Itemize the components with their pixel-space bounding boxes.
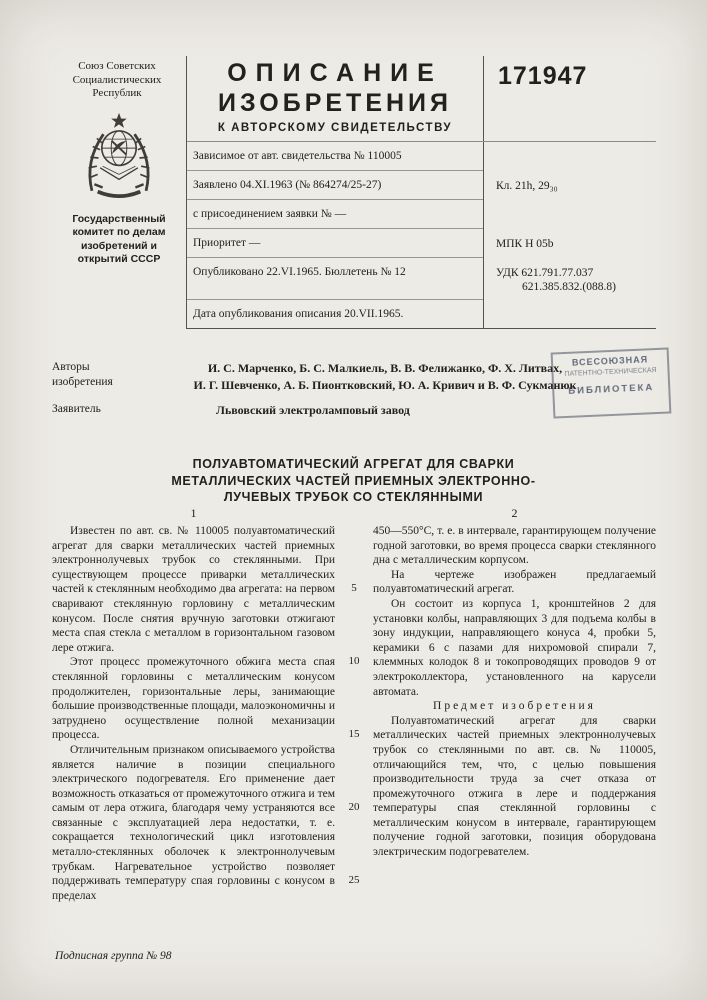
udk-line-2: 621.385.832.(088.8) <box>522 281 616 293</box>
body-columns <box>52 524 656 903</box>
authors-names-line-2: И. Г. Шевченко, А. Б. Пионтковский, Ю. А. Кривич и В. Ф. Сукманюк <box>193 378 577 392</box>
invention-title-line-2: МЕТАЛЛИЧЕСКИХ ЧАСТЕЙ ПРИЕМНЫХ ЭЛЕКТРОННО- <box>171 473 536 488</box>
doc-type-word-1: ОПИСАНИЕ <box>227 59 443 87</box>
doc-type-word-2: ИЗОБРЕТЕНИЯ <box>217 89 452 117</box>
invention-title <box>0 456 707 506</box>
mpk-label: МПК H 05b <box>483 229 656 258</box>
claim-paragraph: Полуавтоматический агрегат для сварки металлических частей приемных электроннолучевых трубок со стеклянными по авт. св. № 110005, отличающийся тем, что, с целью повышения производительности труда за счет отказа от промежуточного отжига в лере и поддержания температуры спая стеклянной горловины с металлическим конусом в интервале, гарантирующем получение годной заготовки, позиция оборудована электрическим подогревателем. <box>373 714 656 859</box>
authors-label-line-1: Авторы <box>52 361 90 373</box>
biblio-right-spacer-3 <box>483 300 656 328</box>
published-text: Опубликовано 22.VI.1965. Бюллетень № 12 <box>187 258 483 300</box>
col1-paragraph-1: Известен по авт. св. № 110005 полуавтоматический агрегат для сварки металлических частей приемных электроннолучевых трубок со стеклянными. При существующем процессе приварки металлических частей к стеклянным необходимо два агрегата: на первом сваривают стеклянную горловину с металлическим конусом. После снятия вручную заготовки отжигают места спая стекла с металлом в горизонтальном газовом лере отжига. <box>52 525 335 654</box>
doc-title-block <box>187 56 483 141</box>
stamp-line-2: ПАТЕНТНО-ТЕХНИЧЕСКАЯ <box>564 367 657 379</box>
authors-names-line-1: И. С. Марченко, Б. С. Малкиель, В. В. Фелижанко, Ф. Х. Литвах, <box>207 361 563 375</box>
subscription-group: Подписная группа № 98 <box>55 950 172 962</box>
line-number-15: 15 <box>348 728 360 740</box>
authors-label-line-2: изобретения <box>52 376 113 388</box>
committee-name: Государственный комитет по делам изобретений и открытий СССР <box>72 212 166 265</box>
masthead <box>52 56 656 329</box>
biblio-right-spacer-1 <box>483 142 656 171</box>
udk-line-1: УДК 621.791.77.037 <box>496 267 594 279</box>
patent-number: 171947 <box>498 62 588 90</box>
doc-title-row <box>187 56 656 142</box>
pubdate-text: Дата опубликования описания 20.VII.1965. <box>193 308 404 320</box>
column-header-gap <box>335 506 373 521</box>
biblio-row-filed <box>187 171 656 200</box>
col2-paragraph-1: 450—550°С, т. е. в интервале, гарантирующем получение годной заготовки, во время процесса сварки стеклянного дна с металлическим корпусом. <box>373 525 656 567</box>
publisher-column <box>52 56 186 329</box>
ussr-emblem-icon <box>77 111 161 205</box>
stamp-line-3: БИБЛИОТЕКА <box>568 382 655 397</box>
stamp-line-1: ВСЕСОЮЗНАЯ <box>571 354 649 368</box>
column-headers <box>52 506 656 521</box>
class-label: Кл. 21h, 29₃₀ <box>483 171 656 200</box>
line-number-10: 10 <box>348 655 360 667</box>
library-stamp <box>551 347 672 418</box>
line-number-20: 20 <box>348 801 360 813</box>
col1-paragraph-3: Отличительным признаком описываемого устройства является наличие в позиции специального электрического подогревателя. Его применение дает возможность отказаться от промежуточного отжига и тем самым от лера отжига, благодаря чему устраняются все связанные с эксплуатацией лера недостатки, т. е. сокращается технологический цикл изготовления металло-стеклянных оболочек к электроннолучевым трубкам. Нагревательное устройство позволяет поддерживать температуру спая горловины с конусом в пределах <box>52 743 335 902</box>
dependent-text: Зависимое от авт. свидетельства № 110005 <box>187 142 483 171</box>
masthead-main <box>186 56 656 329</box>
biblio-right-spacer-2 <box>483 200 656 229</box>
authors-label <box>52 360 144 394</box>
applicant-label: Заявитель <box>52 403 101 415</box>
col1-paragraph-2: Этот процесс промежуточного обжига места спая стеклянной горловины с металлическим конусом продолжителен, горизонтальные леры, занимающие большие производственные площади, малоэкономичны и затруднено осуществление полной механизации процесса. <box>52 656 335 742</box>
col2-paragraph-3: Он состоит из корпуса 1, кронштейнов 2 для установки колбы, направляющих 3 для подъема колбы в зону индукции, направляющего конуса 4, пробки 5, керамики 6 с пазами для нихромовой спирали 7, клеммных колодок 8 и токопроводящих проводов 9 от электроколлектора, установленного на карусели автомата. <box>373 597 656 698</box>
biblio-row-priority <box>187 229 656 258</box>
body-block <box>52 506 656 903</box>
line-number-25: 25 <box>348 874 360 886</box>
line-number-5: 5 <box>351 582 357 594</box>
priority-text: Приоритет — <box>187 229 483 258</box>
biblio-row-published <box>187 258 656 300</box>
filed-text: Заявлено 04.XI.1963 (№ 864274/25-27) <box>187 171 483 200</box>
biblio-row-joined <box>187 200 656 229</box>
doc-subtitle: К АВТОРСКОМУ СВИДЕТЕЛЬСТВУ <box>217 122 453 134</box>
column-1-header: 1 <box>190 506 197 520</box>
applicant-name: Львовский электроламповый завод <box>216 403 410 417</box>
union-name: Союз Советских Социалистических Республик <box>72 60 162 99</box>
column-2 <box>373 524 656 903</box>
udk-block <box>483 258 656 300</box>
invention-title-line-3: ЛУЧЕВЫХ ТРУБОК СО СТЕКЛЯННЫМИ <box>223 490 484 504</box>
column-2-header: 2 <box>511 506 518 520</box>
biblio-row-dependent <box>187 142 656 171</box>
biblio-row-pubdate <box>187 300 656 328</box>
col2-paragraph-2: На чертеже изображен предлагаемый полуавтоматический агрегат. <box>373 568 656 596</box>
invention-title-line-1: ПОЛУАВТОМАТИЧЕСКИЙ АГРЕГАТ ДЛЯ СВАРКИ <box>192 457 515 471</box>
line-number-gutter <box>335 524 373 903</box>
joined-text: с присоединением заявки № — <box>187 200 483 229</box>
subject-heading: Предмет изобретения <box>433 700 596 713</box>
patent-number-cell <box>483 56 656 141</box>
column-1 <box>52 524 335 903</box>
